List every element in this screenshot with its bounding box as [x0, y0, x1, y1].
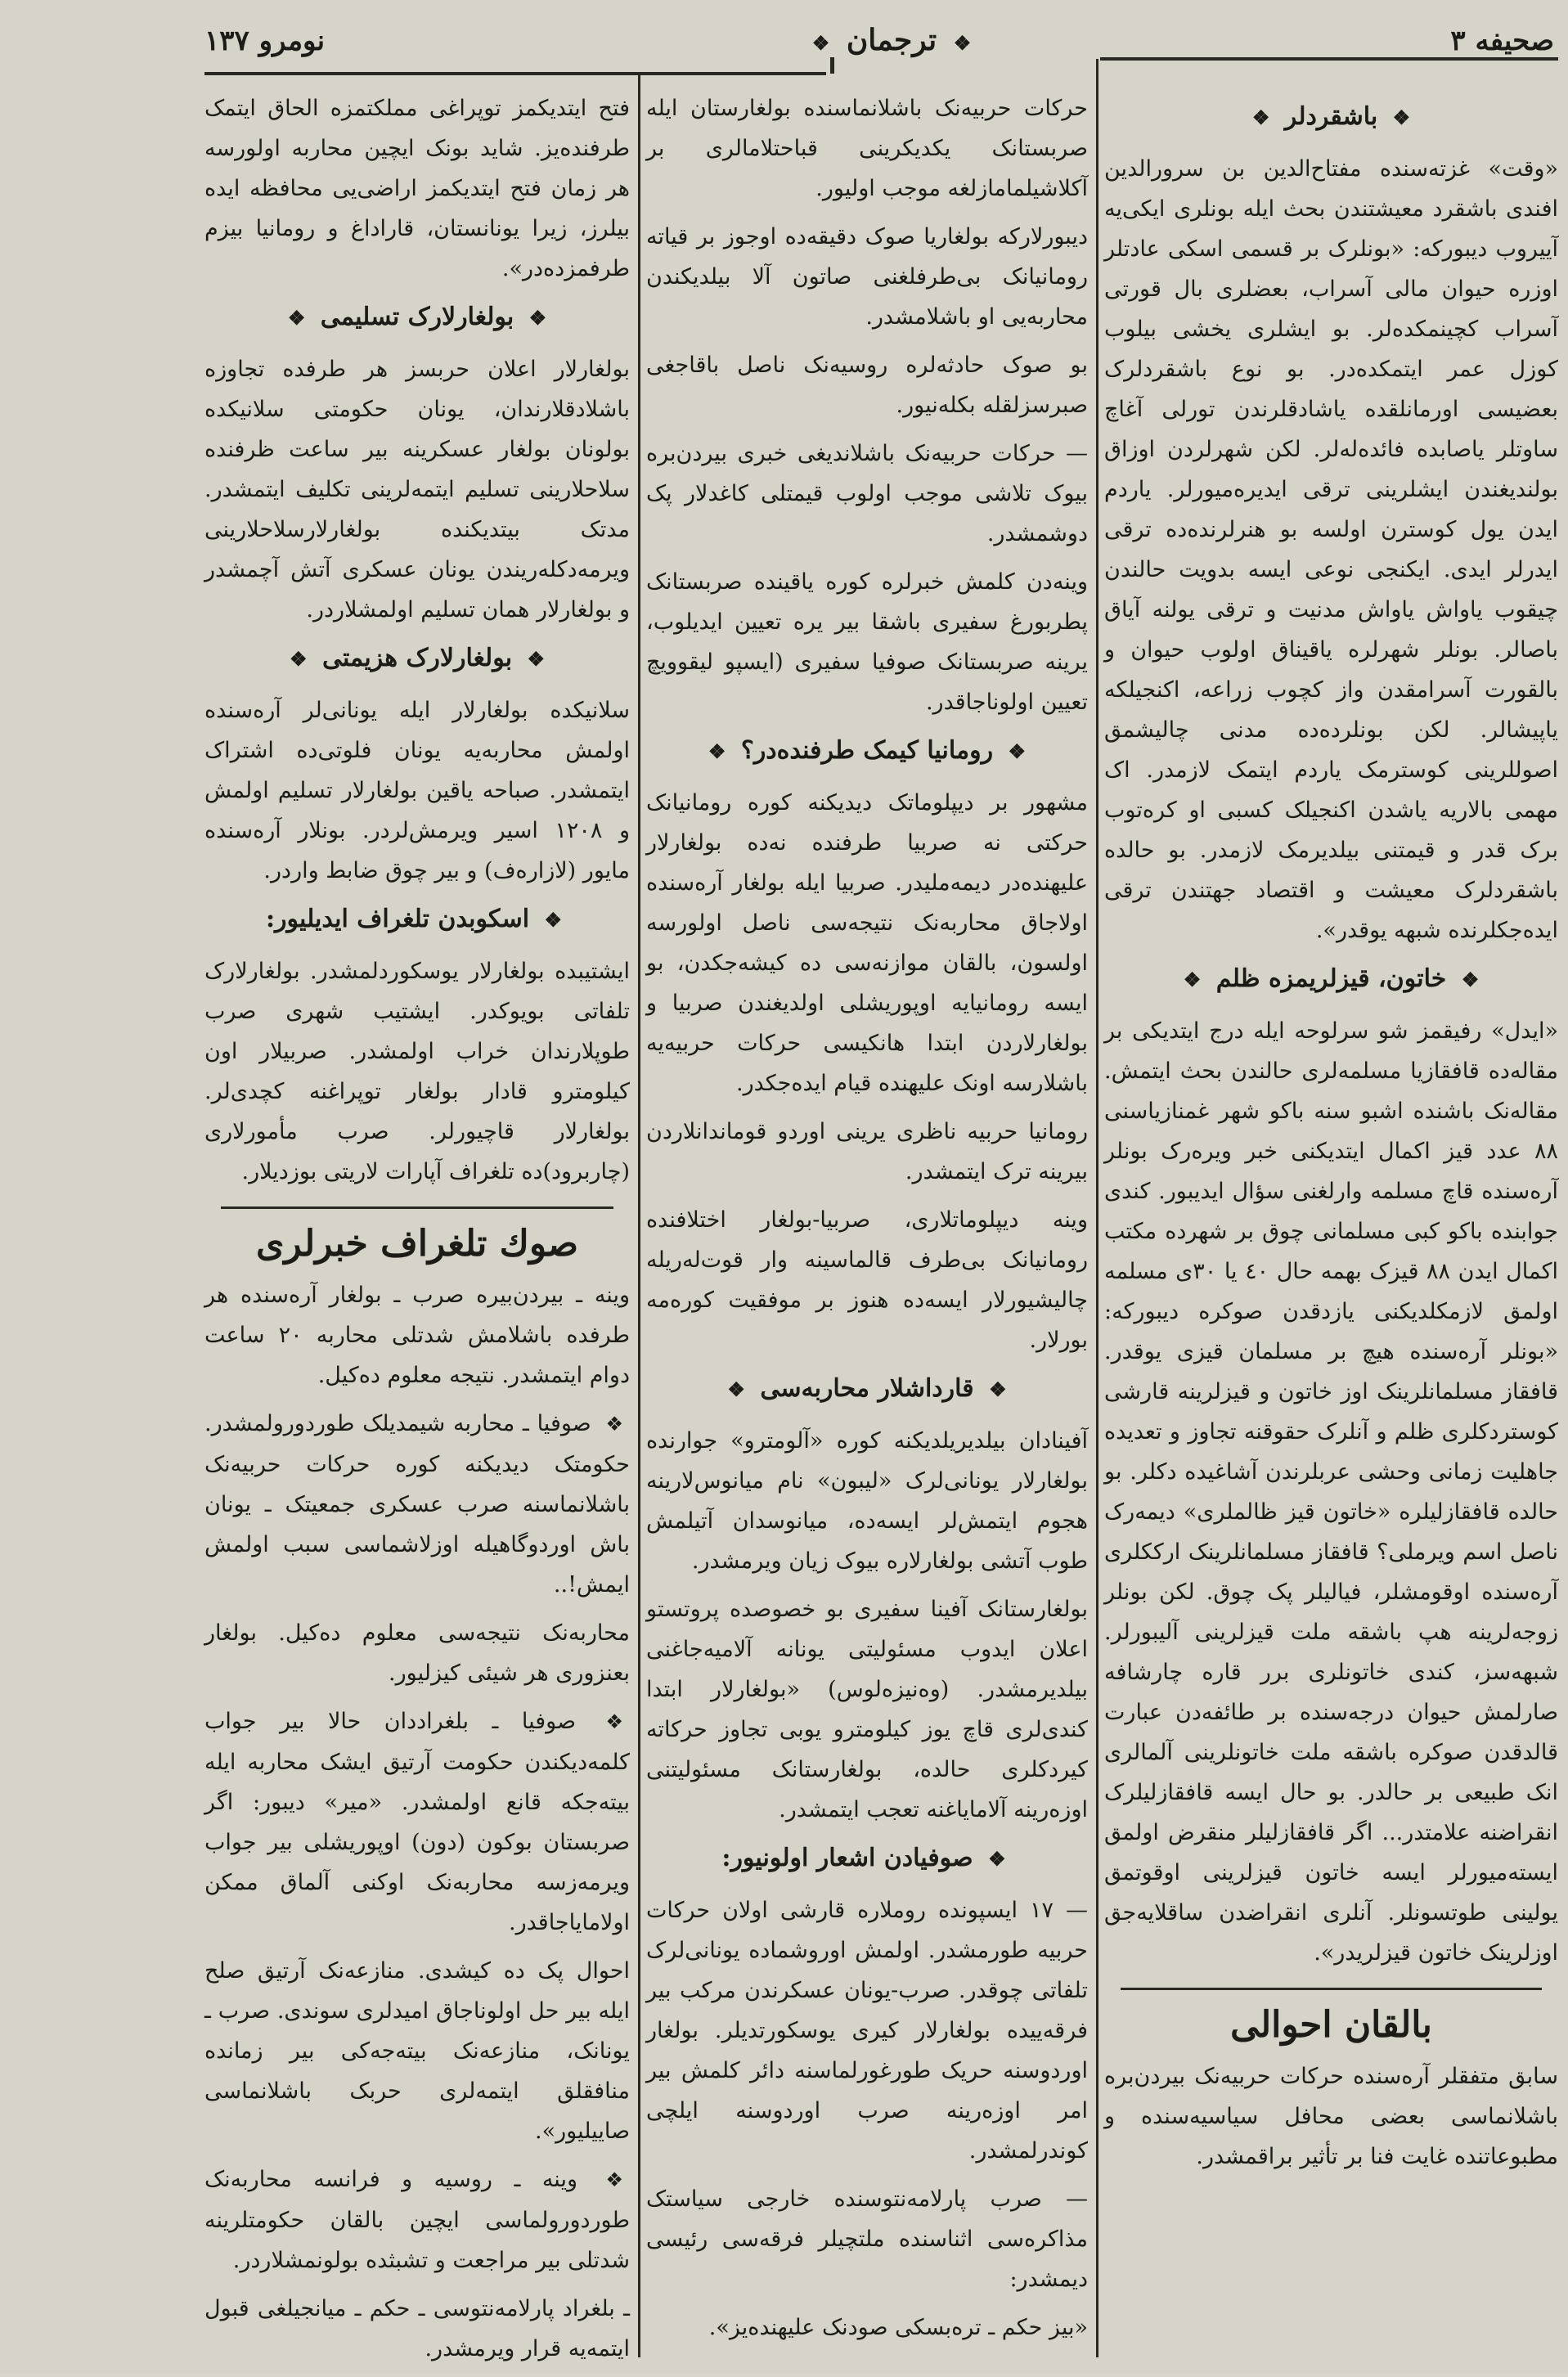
paper-name [204, 23, 1568, 57]
article-paragraph: رومانیا حربیه ناظری یرینی اوردو قوماندانلاردن بیرینه ترک ایتمشدر. [646, 1119, 1088, 1184]
heading-text: خاتون، قیزلریمزه ظلم [1215, 964, 1447, 993]
article-paragraph: آفینادان بیلدیریلدیکنه کوره «آلومترو» جوارنده بولغارلار یونانی‌لرک «لیبون» نام میانوس‌لارینه هجوم ایتمش‌لر ایسه‌ده، میانوسدان آتیلمش طوب آتشی بولغارلاره بیوک زیان ویرمشدر. [646, 1428, 1088, 1574]
ornament-icon: ❖ [1008, 739, 1027, 763]
paper-name-text: ترجمان [846, 23, 937, 57]
article-paragraph: مشهور بر دیپلوماتک دیدیکنه کوره رومانیانک حرکتی نه صربیا طرفنده نه‌ده بولغارلار علیهنده‌در دیمه‌ملیدر. صربیا ایله بولغار آره‌سنده اولاجاق محاربه‌نک نتیجه‌سی ناصل اولورسه اولسون، بالقان موازنه‌سی ده کیشه‌جکدن، بو ایسه رومانیایه اوپوریشلی اولدیغندن صربیا و بولغارلاردن ابتدا هانکیسی حرکات حربیه‌یه باشلارسه اونک علیهنده قیام ایده‌جکدر. [646, 790, 1088, 1096]
article-paragraph [204, 1404, 630, 1605]
article-paragraph: وینه ـ بیردن‌بیره صرب ـ بولغار آره‌سنده هر طرفده باشلامش شدتلی محاربه ٢٠ ساعت دوام ایتمشدر. نتیجه معلوم ده‌کیل. [204, 1283, 631, 1388]
article-paragraph: بولغارلار اعلان حربسز هر طرفده تجاوزه باشلادقلارندان، یونان حکومتی سلانیکده بولونان بولغار عسکرینه بیر ساعت ظرفنده سلاحلارینی تسلیم ایتمه‌لرینی تکلیف ایتمشدر. مدتک بیتدیکنده بولغارلارسلاحلارینی ویرمه‌دکله‌ریندن یونان عسکری آتش آچمشدر و بولغارلار همان تسلیم اولمشلاردر. [204, 357, 630, 622]
article-paragraph: وینه دیپلوماتلاری، صربیا-بولغار اختلافنده رومانیانک بی‌طرف قالماسینه وار قوت‌له‌ریله چالیشیورلار ایسه‌ده هنوز بر موفقیت کوره‌مه بورلار. [646, 1207, 1088, 1353]
heading-text: اسکوبدن تلغراف ایدیلیور: [265, 905, 530, 933]
section-heading [646, 1368, 1088, 1409]
header-rule-left [204, 72, 826, 75]
article-paragraph [204, 2159, 630, 2280]
ornament-icon: ❖ [605, 2168, 623, 2191]
article-paragraph: «وقت» غزته‌سنده مفتاح‌الدین بن سرورالدین افندی باشقرد معیشتندن بحث ایله بونلری ایکی‌یه آییروب دیبورکه: «بونلرک بر قسمی اسکی عادتلر اوزره حیوان مالی آسراب، بعضلری بال قورتی آسراب کچینمکده‌لر. بو ایشلری یخشی بیلوب کوزل عمر ایتمکده‌در. بو نوع باشقردلرک بعضیسی اورمانلقده یاشادقلرندن تورلی آغاچ ساوتلر یاصابده فائده‌له‌لر. لکن شهرلردن اوزاق بولندیغندن ایشلرینی ترقی ایدیره‌میورلر. یاردم ایدن یول کوسترن اولسه بو هنرلرنده‌ده ترقی ایدرلر ایدی. ایکنجی نوعی ایسه بدویت حالندن چیقوب یاواش یاواش مدنیت و ترقی یولنه آیاق باصالر. بونلر شهرلره یاقیناق اولوب حیوان و بالقورت آسرامقدن واز کچوب زراعه، اکنجیلکه یاپیشالر. لکن بونلرده‌ده مدنی چالیشمق اصوللرینی کوسترمک یاردم ایتمک لازمدر. اک مهمی بالاریه یاشدن اکنجیلک کسبی او کره‌توب برک قدر و قیمتنی بیلدیرمک لازمدر. بو حالده باشقردلرک معیشت و اقتصاد جهتندن ترقی ایده‌جکلرنده شبهه یوقدر». [1104, 156, 1558, 943]
section-separator [221, 1206, 613, 1209]
ornament-icon: ❖ [1251, 106, 1270, 129]
ornament-icon: ❖ [989, 1377, 1007, 1401]
column-middle [646, 88, 1088, 2356]
article-paragraph: سلانیکده بولغارلار ایله یونانی‌لر آره‌سنده اولمش محاربه‌یه یونان فلوتی‌ده اشتراک ایتمشدر. صباحه یاقین بولغارلار تسلیم اولمش و ١٢٠٨ اسیر ویرمش‌لردر. بونلار آره‌سنده مایور (لازاره‌ف) و بیر چوق ضابط واردر. [204, 698, 630, 883]
article-paragraph: وینه‌دن کلمش خبرلره کوره یاقینده صربستانک پطربورغ سفیری باشقا بیر یره تعیین ایدیلوب، یرینه صربستانک صوفیا سفیری (ایسپو لیقوویچ تعیین اولوناجاقدر. [646, 569, 1088, 715]
section-heading [204, 638, 630, 679]
ornament-icon: ❖ [1183, 968, 1202, 991]
heading-text: بولغارلارک هزیمتی [321, 644, 513, 672]
section-heading [646, 730, 1088, 771]
article-paragraph: ایشتیبده بولغارلار یوسکوردلمشدر. بولغارلارک تلفاتی بویوکدر. ایشتیب شهری صرب طوپلارندان خراب اولمشدر. صربیلار اون کیلومترو قادار بولغار توپراغنه کچدی‌لر. بولغارلار قاچیورلر. صرب مأمورلاری (چاربرود)ده تلغراف آپارات لاریتی بوزدیلار. [204, 959, 630, 1184]
issue-number: نومرو ١٣٧ [204, 25, 326, 57]
header-rule-mark [830, 57, 834, 74]
section-heading [204, 297, 630, 338]
column-divider-right [1096, 59, 1098, 2357]
ornament-icon: ❖ [811, 31, 830, 55]
section-heading [1104, 959, 1558, 1000]
ornament-icon: ❖ [527, 647, 546, 671]
article-paragraph [204, 1701, 630, 1943]
section-heading [1104, 97, 1558, 137]
article-paragraph: سابق متفقلر آره‌سنده حرکات حربیه‌نک بیردن‌بره باشلانماسی بعضی محافل سیاسیه‌سنده و مطبوعاتنده غایت فنا بر تأثیر براقمشدر. [1104, 2064, 1558, 2169]
section-heading [204, 899, 630, 940]
page-label: صحیفه ٣ [1450, 25, 1554, 57]
heading-text: باشقردلر [1284, 102, 1378, 131]
article-paragraph: — ١٧ ایسپونده روملاره قارشی اولان حرکات حربیه طورمشدر. اولمش اوروشماده یونانی‌لرک تلفاتی چوقدر. صرب-یونان عسکرندن مرکب بیر فرقه‌ییده بولغارلار کیری یوسکورتدیلر. بولغار اوردوسنه حریک طورغورلماسنه دائر کلمش بیر امر اوزه‌رینه صرب اوردوسنه ایلچی کوندرلمشدر. [646, 1898, 1088, 2164]
article-paragraph: «ایدل» رفیقمز شو سرلوحه ایله درج ایتدیکی بر مقاله‌ده قافقازیا مسلمه‌لری حالندن بحث ایتمش. مقاله‌نک باشنده اشبو سنه باکو شهر غمنازیاسنی ٨٨ عدد قیز اکمال ایتدیکنی خبر ویره‌رک بونلر آره‌سنده قاچ مسلمه وارلغنی سؤال ایدیبور. کندی جوابنده باکو کبی مسلمانی چوق بر شهرده مکتب اکمال ایدن ٨٨ قیزک بهمه حال ٤٠ یا ٣٠ی مسلمه اولمق لازمکلدیکنی یازدقدن صوکره دیبورکه: «بونلر آره‌سنده هیچ بر مسلمان قیزی یوقدر. قافقاز مسلمانلرینک اوز خاتون و قیزلرینه قارشی کوستردکلری ظلم و آنلرک حقوقنه تجاوز و تعدیده جاهلیت زمانی وحشی عربلرندن آشاغیده دکلر. بو حالده قافقازلیلره «خاتون قیز ظالملری» دیمه‌رک ناصل اسم ویرملی؟ قافقاز مسلمانلرینک ارککلری آره‌سنده اوقومشلر، فیالیلر پک چوق. لکن بونلر زوجه‌لرینه هپ باشقه ملت قیزلرینی آلیبورلر. شبهه‌سز، کندی خاتونلری برر قاره چارشافه صارلمش حیوان درجه‌سنده بر طائفه‌دن عبارت قالدقدن صوکره باشقه ملت خاتونلرینی آلمالری انک طبیعی بر حالدر. بو حال ایسه قافقازلیلرک انقراضنه علامتدر... اگر قافقازلیلر منقرض اولمق ایسته‌میورلر ایسه خاتون قیزلرینی اوقوتمق یولینی طوتسونلر. آنلری انقراضدن ساقلایه‌جق اوزلرینک خاتون قیزلریدر». [1104, 1018, 1558, 1966]
ornament-icon: ❖ [544, 908, 563, 932]
heading-text: بولغارلارک تسلیمی [320, 303, 514, 331]
section-heading [646, 1838, 1088, 1879]
column-right [1104, 88, 1558, 2185]
ornament-icon: ❖ [1392, 106, 1411, 129]
article-paragraph: بولغارستانک آفینا سفیری بو خصوصده پروتستو اعلان ایدوب مسئولیتی یونانه آلامیه‌جاغنی بیلدیرمشدر. (وه‌نیزه‌لوس) «بولغارلار ابتدا کندی‌لری قاچ یوز کیلومترو یوبی تجاوز حرکاته کیردکلری حالده، بولغارستانک مسئولیتنی اوزه‌رینه آلامایاغنه تعجب ایتمشدر. [646, 1597, 1088, 1822]
article-paragraph: محاربه‌نک نتیجه‌سی معلوم ده‌کیل. بولغار بعنزوری هر شیئی کیزلیور. [204, 1620, 630, 1686]
heading-text: صوفیادن اشعار اولونیور: [721, 1844, 973, 1872]
article-paragraph: — حرکات حربیه‌نک باشلاندیغی خبری بیردن‌بره بیوک تلاشی موجب اولوب قیمتلی کاغدلار پک دوشمشدر. [646, 441, 1088, 546]
article-paragraph: ـ بلغراد پارلامه‌نتوسی ـ حکم ـ میانجیلغی قبول ایتمه‌یه قرار ویرمشدر. [204, 2296, 630, 2361]
masthead [204, 16, 1568, 74]
article-paragraph: — صرب پارلامه‌نتوسنده خارجی سیاستک مذاکره‌سی اثناسنده ملتچیلر فرقه‌سی رئیسی دیمشدر: [646, 2186, 1088, 2292]
paragraph-text: صوفیا ـ بلغراددان حالا بیر جواب کلمه‌دیکندن حکومت آرتیق ایشک محاربه ایله بیته‌جکه قانع اولمشدر. «میر» دیبور: اگر صربستان بوکون (دون) اوپوریشلی بیر جواب ویرمه‌زسه محاربه‌نک اوکنی آلماق ممکن اولامایاجاقدر. [204, 1709, 630, 1935]
article-paragraph: احوال پک ده کیشدی. منازعه‌نک آرتیق صلح ایله بیر حل اولوناجاق امیدلری سوندی. صرب ـ یونانک، منازعه‌نک بیته‌جه‌کی بیر زمانده منافقلق ایتمه‌لری حربک باشلانماسی صاییلیور». [204, 1958, 630, 2144]
ornament-icon: ❖ [528, 306, 547, 330]
column-divider-left [638, 75, 640, 2357]
section-title: بالقان احوالی [1230, 2004, 1432, 2046]
article-paragraph: دیبورلارکه بولغاریا صوک دقیقه‌ده اوجوز بر قیاته رومانیانک بی‌طرفلغنی صاتون آلا بیلدیکندن محاربه‌یی او باشلامشدر. [646, 224, 1088, 330]
ornament-icon: ❖ [289, 647, 308, 671]
ornament-icon: ❖ [953, 31, 972, 55]
ornament-icon: ❖ [605, 1710, 623, 1733]
column-left [204, 88, 630, 2377]
heading-text: رومانیا کیمک طرفنده‌در؟ [740, 736, 994, 765]
header-rule-right [1100, 57, 1558, 61]
article-paragraph: حرکات حربیه‌نک باشلانماسنده بولغارستان ایله صربستانک یکدیکرینی قباحتلامالری بر آکلاشیلمامازلغه موجب اولیور. [646, 96, 1088, 201]
article-paragraph: بو صوک حادثه‌لره روسیه‌نک ناصل باقاجغی صبرسزلقله بکله‌نیور. [646, 353, 1088, 418]
ornament-icon: ❖ [1461, 968, 1480, 991]
paragraph-text: صوفیا ـ محاربه شیمدیلک طوردورولمشدر. حکومتک دیدیکنه کوره حرکات حربیه‌نک باشلانماسنه صرب عسکری جمعیتک ـ یونان باش اوردوگاهیله اوزلاشماسی سبب اولمش ایمش!.. [204, 1411, 630, 1597]
heading-text: قارداشلار محاربه‌سی [760, 1374, 974, 1403]
section-separator [1121, 1988, 1542, 1990]
ornament-icon: ❖ [605, 1413, 624, 1436]
ornament-icon: ❖ [988, 1847, 1006, 1871]
ornament-icon: ❖ [727, 1377, 745, 1401]
ornament-icon: ❖ [708, 739, 726, 763]
paragraph-text: وینه ـ روسیه و فرانسه محاربه‌نک طوردورولماسی ایچین بالقان حکومتلرینه شدتلی بیر مراجعت و تشبثده بولونمشلاردر. [204, 2167, 630, 2273]
article-paragraph: فتح ایتدیکمز توپراغی مملکتمزه الحاق ایتمک طرفنده‌یز. شاید بونک ایچین محاربه اولورسه هر زمان فتح ایتدیکمز اراضی‌یی محافظه ایده بیلرز، زیرا یونانستان، قاراداغ و رومانیا بیزم طرفمزده‌در». [204, 96, 630, 281]
article-paragraph: «بیز حکم ـ تره‌بسکی صودنک علیهنده‌یز». [708, 2315, 1088, 2340]
section-title: صوك تلغراف خبرلری [255, 1223, 579, 1265]
ornament-icon: ❖ [287, 306, 306, 330]
